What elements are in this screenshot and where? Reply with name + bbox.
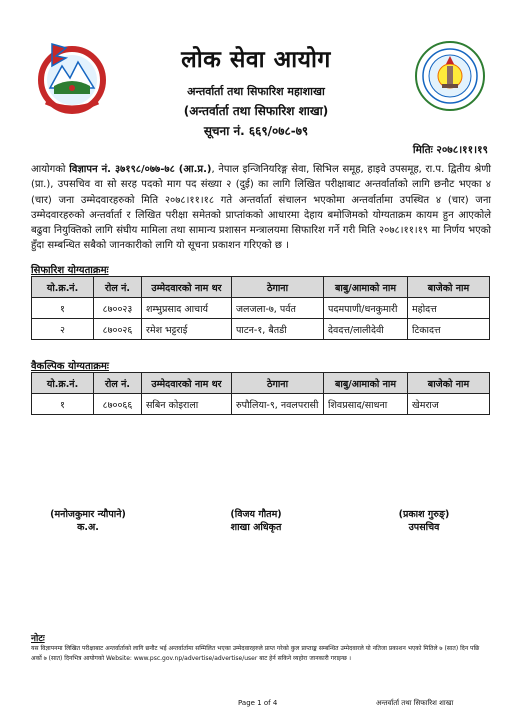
cell-serial: १ [32,394,94,415]
table-row [32,394,490,415]
cell-roll: ८७००६६ [94,394,142,415]
header-grandfather: बाजेको नाम [408,277,490,298]
cell-address: जलजला-७, पर्वत [232,298,324,319]
header-serial: यो.क्र.नं. [32,277,94,298]
cell-name: रमेश भट्टराई [142,319,232,340]
alternate-table [31,372,490,415]
notice-body [31,162,491,254]
signatory-title: उपसचिव [408,522,440,533]
recommended-table [31,276,490,340]
cell-address: पाटन-१, बैतडी [232,319,324,340]
cell-serial: २ [32,319,94,340]
notice-date: मितिः २०७८।११।१९ [412,144,488,156]
note-text: यस विज्ञापनमा लिखित परीक्षाबाट अन्तर्वार्ताको लागि छनौट भई अन्तर्वार्तामा सम्मिलित भएका उम्मेदवारहरुले प्राप्त गरेको कुल प्राप्ताङ्क सम्बन्धित उम्मेदवारले यो नतिजा प्रकाशन भएको मितिले ७ (सात) दिन पछि अर्को ७ (सात) दिनभित्र आयोगको Website: www.psc.gov.np/advertise/advertise/user बाट हेर्न सकिने व्यहोरा जानकारी गराइन्छ । [31,645,480,662]
cell-grandfather: टिकादत्त [408,319,490,340]
department-name: अन्तर्वार्ता तथा सिफारिश महाशाखा [187,85,325,98]
cell-parents: शिवप्रसाद/साधना [324,394,408,415]
cell-name: शम्भुप्रसाद आचार्य [142,298,232,319]
signatory-name: (मनोजकुमार न्यौपाने) [50,509,126,520]
cell-grandfather: महोदत्त [408,298,490,319]
header-parents: बाबु/आमाको नाम [324,373,408,394]
header-roll: रोल नं. [94,373,142,394]
note-label: नोटः [31,634,45,644]
page-title: लोक सेवा आयोग [181,47,331,73]
signature-block [196,507,316,533]
header-roll: रोल नं. [94,277,142,298]
section-name: (अन्तर्वार्ता तथा सिफारिश शाखा) [183,104,329,118]
cell-name: सबिन कोइराला [142,394,232,415]
header-address: ठेगाना [232,373,324,394]
recommended-label: सिफारिश योग्यताक्रमः [31,265,109,276]
header-parents: बाबु/आमाको नाम [324,277,408,298]
table-row [32,319,490,340]
cell-parents: देवदत्त/लालीदेवी [324,319,408,340]
body-intro: आयोगको [31,164,66,175]
header-name: उम्मेदवारको नाम थर [142,373,232,394]
body-text: , नेपाल इन्जिनियरिङ्ग सेवा, सिभिल समूह, हाइवे उपसमूह, रा.प. द्वितीय श्रेणी (प्रा.), उपसचिव वा सो सरह पदको माग पद संख्या २ (दुई) का लागि लिखित परीक्षाबाट अन्तर्वार्ताको लागि छनौट भएका ४ (चार) जना उम्मेदवारहरुको मिति २०७८।११।१८ गते अन्तर्वार्ता संचालन भएकोमा अन्तर्वार्तामा उपस्थित ४ (चार) जना उम्मेदवारहरुको अन्तर्वार्ता र लिखित परीक्षा समेतको प्राप्तांकको आधारमा देहाय बमोजिमको योग्यताक्रम कायम हुन आएकोले बढुवा नियुक्तिको लागि संघीय मामिला तथा सामान्य प्रशासन मन्त्रालयमा सिफारिश गर्ने गरी मिति २०७८।११।१९ मा निर्णय भएको हुँदा सम्बन्धित सबैको जानकारीको लागि यो सूचना प्रकाशन गरिएको छ । [31,164,492,252]
signatory-name: (विजय गौतम) [230,509,282,520]
cell-roll: ८७००२६ [94,319,142,340]
signatory-name: (प्रकाश गुरुङ्) [398,509,450,520]
notice-number: सूचना नं. ६६९/०७८-७९ [203,124,309,138]
cell-serial: १ [32,298,94,319]
alternate-label: वैकल्पिक योग्यताक्रमः [31,361,109,372]
signature-block [364,507,484,533]
cell-address: रुपौलिया-९, नवलपरासी [232,394,324,415]
signatory-title: क.अ. [77,522,99,533]
header-serial: यो.क्र.नं. [32,373,94,394]
cell-roll: ८७००२३ [94,298,142,319]
signatory-title: शाखा अधिकृत [230,522,282,533]
table-header-row [32,277,490,298]
cell-parents: पदमपाणी/धनकुमारी [324,298,408,319]
page-number: Page 1 of 4 [238,699,278,707]
header-name: उम्मेदवारको नाम थर [142,277,232,298]
footer-section: अन्तर्वार्ता तथा सिफारिश शाखा [376,699,454,707]
header-grandfather: बाजेको नाम [408,373,490,394]
header-address: ठेगाना [232,277,324,298]
cell-grandfather: खेमराज [408,394,490,415]
signature-block [28,507,148,533]
advertisement-number: विज्ञापन नं. ३७१९८/०७७-७८ (आ.प्र.) [69,164,212,175]
table-header-row [32,373,490,394]
table-row [32,298,490,319]
